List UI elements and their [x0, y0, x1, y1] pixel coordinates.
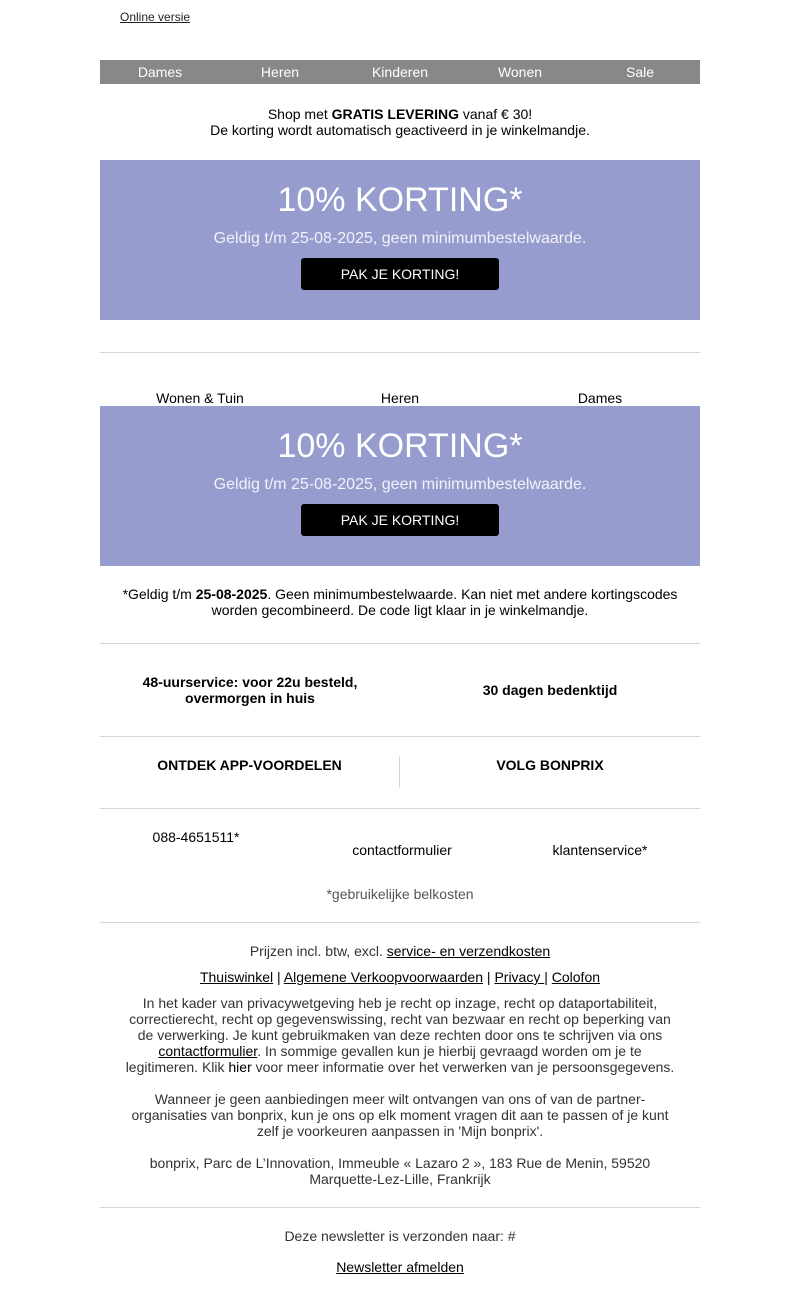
promo-subtitle: Geldig t/m 25-08-2025, geen minimumbestelwaarde.	[213, 476, 587, 493]
privacy-text-3: voor meer informatie over het verwerken van je persoonsgegevens.	[251, 1059, 675, 1075]
divider	[100, 736, 700, 737]
shipping-costs-link[interactable]: service- en verzendkosten	[386, 943, 551, 959]
follow-bonprix-link[interactable]: VOLG BONPRIX	[496, 757, 604, 773]
shipping-suffix: vanaf € 30!	[458, 106, 533, 122]
colofon-link[interactable]: Colofon	[551, 969, 601, 985]
link-separator: |	[273, 969, 284, 985]
privacy-contact-form-link[interactable]: contactformulier	[158, 1043, 258, 1059]
category-dames[interactable]: Dames	[577, 390, 623, 406]
link-separator: |	[544, 969, 552, 985]
shipping-notice	[100, 106, 700, 138]
shipping-line-2: De korting wordt automatisch geactiveerd in je winkelmandje.	[210, 122, 590, 138]
sent-to-note: Deze newsletter is verzonden naar: #	[284, 1228, 516, 1244]
prices-note	[100, 943, 700, 959]
nav-item-wonen[interactable]: Wonen	[497, 64, 543, 80]
delivery-service-info[interactable]	[100, 674, 400, 706]
disclaimer-prefix: *Geldig t/m	[122, 586, 196, 602]
company-address: bonprix, Parc de L’Innovation, Immeuble « Lazaro 2 », 183 Rue de Menin, 59520 Marquette-Lez-Lille, Frankrijk	[149, 1155, 651, 1187]
privacy-text-1: In het kader van privacywetgeving heb je recht op inzage, recht op dataportabiliteit, correctierecht, recht op gegevenswissing, recht van bezwaar en recht op beperking van de verwerking. Je kunt gebruikmaken van deze rechten door ons te schrijven via ons	[129, 995, 671, 1043]
privacy-text-2: . In sommige gevallen kun je hierbij gevraagd worden om je te legitimeren. Klik	[125, 1043, 642, 1075]
category-wonen-tuin[interactable]: Wonen & Tuin	[156, 390, 244, 406]
prices-prefix: Prijzen incl. btw, excl.	[249, 943, 387, 959]
customer-service-link[interactable]: klantenservice*	[552, 842, 648, 858]
privacy-statement	[122, 995, 678, 1075]
nav-item-sale[interactable]: Sale	[625, 64, 655, 80]
get-discount-button[interactable]: PAK JE KORTING!	[301, 504, 499, 536]
divider	[100, 922, 700, 923]
shipping-prefix: Shop met	[267, 106, 332, 122]
call-costs-note: *gebruikelijke belkosten	[326, 886, 474, 902]
disclaimer-date: 25-08-2025	[195, 586, 268, 602]
link-separator: |	[483, 969, 495, 985]
thuiswinkel-link[interactable]: Thuiswinkel	[199, 969, 274, 985]
category-heren[interactable]: Heren	[380, 390, 420, 406]
footer-links	[100, 969, 700, 985]
promo-banner-1[interactable]	[100, 160, 700, 320]
return-period-info[interactable]: 30 dagen bedenktijd	[482, 682, 618, 698]
nav-item-heren[interactable]: Heren	[260, 64, 300, 80]
disclaimer-suffix: . Geen minimumbestelwaarde. Kan niet met andere kortingscodes worden gecombineerd. De code ligt klaar in je winkelmandje.	[211, 586, 678, 618]
discount-disclaimer	[110, 586, 690, 618]
privacy-link[interactable]: Privacy	[494, 969, 545, 985]
category-nav	[100, 60, 700, 84]
get-discount-button[interactable]: PAK JE KORTING!	[301, 258, 499, 290]
terms-link[interactable]: Algemene Verkoopvoorwaarden	[283, 969, 484, 985]
unsubscribe-row	[100, 1259, 700, 1275]
optout-statement: Wanneer je geen aanbiedingen meer wilt ontvangen van ons of van de partner-organisaties van bonprix, kun je ons op elk moment vragen dit aan te passen of je kunt zelf je voorkeuren aanpassen in 'Mijn bonprix'.	[131, 1091, 669, 1139]
privacy-here-link[interactable]: hier	[228, 1059, 252, 1075]
delivery-line-1: 48-uurservice: voor 22u besteld,	[142, 674, 358, 690]
divider	[100, 1207, 700, 1208]
divider	[100, 352, 700, 353]
app-benefits-link[interactable]: ONTDEK APP-VOORDELEN	[157, 757, 342, 773]
delivery-line-2: overmorgen in huis	[185, 690, 315, 706]
promo-title: 10% KORTING*	[277, 427, 523, 465]
online-version-link[interactable]: Online versie	[120, 10, 191, 24]
shipping-line-1	[100, 106, 700, 122]
unsubscribe-link[interactable]: Newsletter afmelden	[336, 1259, 464, 1275]
phone-number[interactable]: 088-4651511*	[152, 829, 240, 845]
nav-item-dames[interactable]: Dames	[137, 64, 183, 80]
nav-item-kinderen[interactable]: Kinderen	[371, 64, 429, 80]
promo-banner-2[interactable]	[100, 406, 700, 566]
contact-form-link[interactable]: contactformulier	[352, 842, 452, 858]
divider	[100, 643, 700, 644]
promo-subtitle: Geldig t/m 25-08-2025, geen minimumbestelwaarde.	[213, 230, 587, 247]
free-delivery-text: GRATIS LEVERING	[331, 106, 459, 122]
divider	[100, 808, 700, 809]
promo-title: 10% KORTING*	[277, 181, 523, 219]
